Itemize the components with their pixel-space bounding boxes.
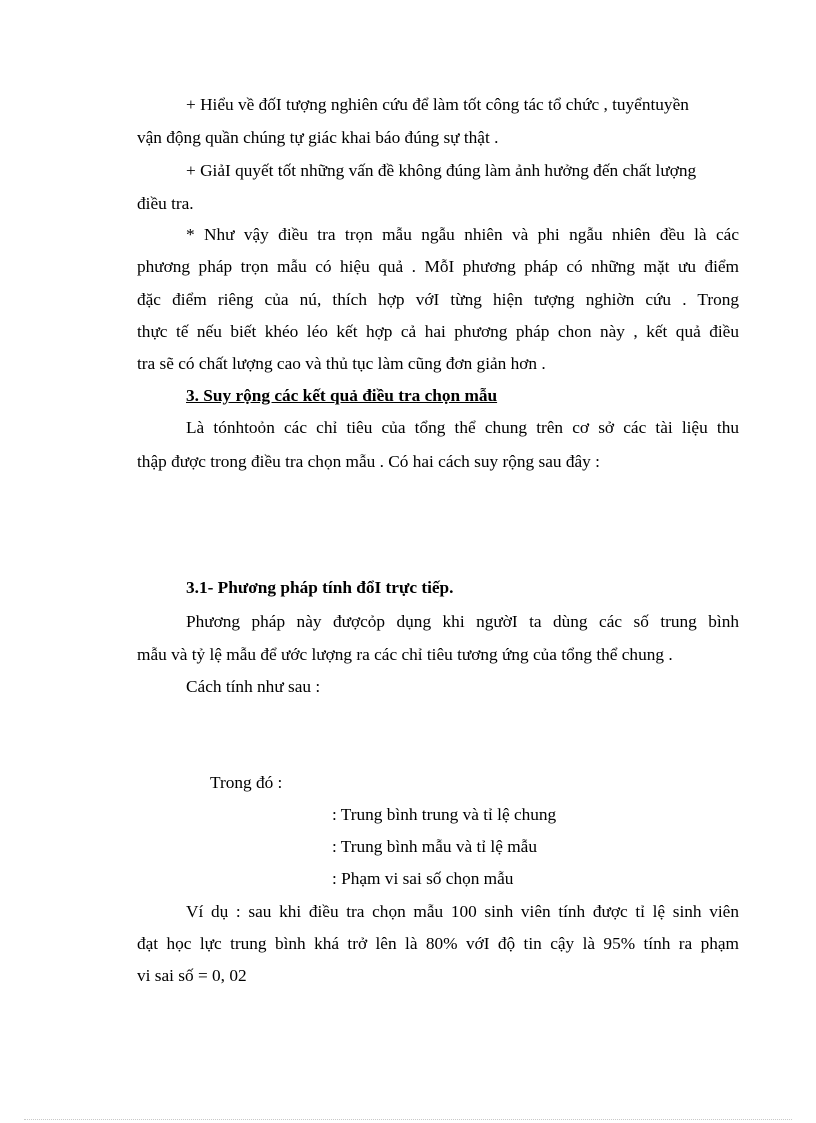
definition-1: : Trung bình trung và tỉ lệ chung: [332, 805, 557, 824]
example-line-3: vi sai số = 0, 02: [137, 966, 247, 985]
paragraph-1-line-1: + Hiểu về đốI tượng nghiên cứu để làm tốt công tác tổ chức , tuyểntuyền: [186, 95, 689, 114]
paragraph-5-line-1: Phương pháp này đượcỏp dụng khi ngườI ta dùng các số trung bình: [186, 612, 739, 631]
section-3-1-heading: 3.1- Phương pháp tính đổI trực tiếp.: [186, 578, 454, 597]
section-3-heading: 3. Suy rộng các kết quả điều tra chọn mẫu: [186, 386, 498, 405]
paragraph-3-line-3: đặc điểm riêng của nú, thích hợp vớI từng hiện tượng nghiờn cứu . Trong: [137, 290, 739, 309]
example-line-2: đạt học lực trung bình khá trở lên là 80% vớI độ tin cậy là 95% tính ra phạm: [137, 934, 739, 953]
paragraph-4-line-1: Là tónhtoỏn các chỉ tiêu của tổng thể chung trên cơ sở các tài liệu thu: [186, 418, 739, 437]
paragraph-2-line-1: + GiảI quyết tốt những vấn đề không đúng làm ảnh hưởng đến chất lượng: [186, 161, 697, 180]
page-bottom-border: [24, 1119, 792, 1120]
paragraph-2-line-2: điều tra.: [137, 194, 194, 213]
definition-2: : Trung bình mẫu và tỉ lệ mẫu: [332, 837, 537, 856]
paragraph-3-line-5: tra sẽ có chất lượng cao và thủ tục làm cũng đơn giản hơn .: [137, 354, 546, 373]
example-line-1: Ví dụ : sau khi điều tra chọn mẫu 100 sinh viên tính được tỉ lệ sinh viên: [186, 902, 739, 921]
definition-3: : Phạm vi sai số chọn mẫu: [332, 869, 514, 888]
paragraph-1-line-2: vận động quần chúng tự giác khai báo đúng sự thật .: [137, 128, 499, 147]
where-label: Trong đó :: [210, 773, 283, 792]
paragraph-5-line-2: mẫu và tỷ lệ mẫu để ước lượng ra các chỉ tiêu tương ứng của tổng thể chung .: [137, 645, 673, 664]
paragraph-3-line-4: thực tế nếu biết khéo léo kết hợp cả hai phương pháp chon này , kết quả điều: [137, 322, 739, 341]
calc-intro: Cách tính như sau :: [186, 677, 321, 696]
paragraph-3-line-1: * Như vậy điều tra trọn mẫu ngẫu nhiên và phi ngẫu nhiên đều là các: [186, 225, 739, 244]
paragraph-3-line-2: phương pháp trọn mẫu có hiệu quả . MỗI phương pháp có những mặt ưu điểm: [137, 257, 739, 276]
paragraph-4-line-2: thập được trong điều tra chọn mẫu . Có hai cách suy rộng sau đây :: [137, 452, 600, 471]
